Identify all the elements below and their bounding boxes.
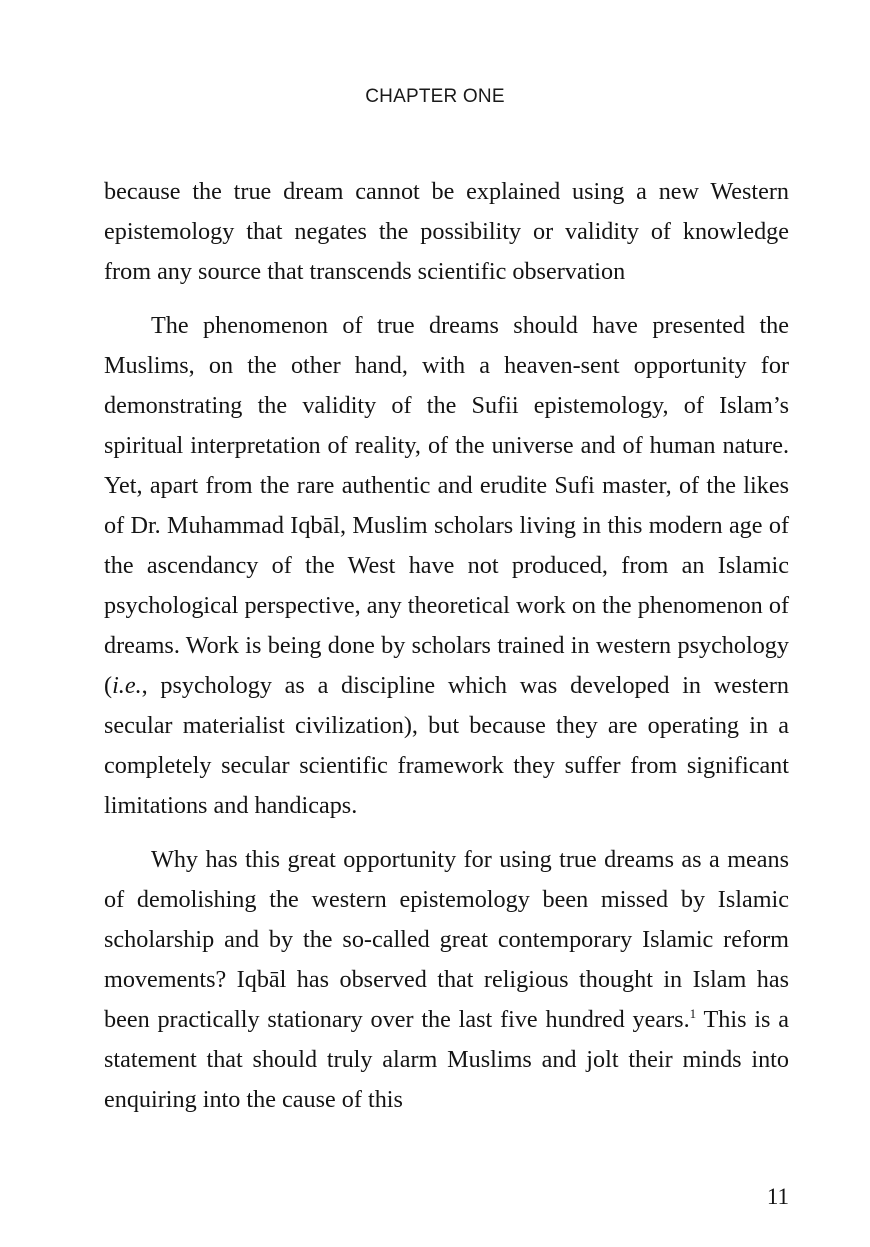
running-title: CHAPTER ONE (365, 86, 505, 107)
paragraph-1-text: because the true dream cannot be explained using a new Western epistemology that negates the possibility or validity of knowledge from any source that transcends scientific observation (104, 178, 789, 285)
page-number: 11 (766, 1184, 789, 1209)
footnote-reference[interactable]: 1 (689, 1006, 697, 1021)
paragraph-2 (104, 306, 789, 826)
paragraph-2-text-a: The phenomenon of true dreams should have presented the Muslims, on the other hand, with a heaven-sent opportunity for demonstrating the validity of the Sufii epistemology, of Islam’s spiritual interpretation of reality, of the universe and of human nature. Yet, apart from the rare authentic and erudite Sufi master, of the likes of Dr. Muhammad Iqbāl, Muslim scholars living in this modern age of the ascendancy of the West have not produced, from an Islamic psychological perspective, any theoretical work on the phenomenon of dreams. Work is being done by scholars trained in western psychology ( (104, 312, 789, 699)
body-text (104, 172, 789, 1134)
paragraph-2-text-b: , psychology as a discipline which was developed in western secular materialist civilization), but because they are operating in a completely secular scientific framework they suffer from significant limitations and handicaps. (104, 672, 789, 819)
paragraph-3-text-a: Why has this great opportunity for using true dreams as a means of demolishing the western epistemology been missed by Islamic scholarship and by the so-called great contemporary Islamic reform movements? Iqbāl has observed that religious thought in Islam has been practically stationary over the last five hundred years. (104, 846, 789, 1033)
paragraph-1 (104, 172, 789, 292)
paragraph-3-text-b: This is a statement that should truly alarm Muslims and jolt their minds into enquiring into the cause of this (104, 1006, 789, 1113)
paragraph-3 (104, 840, 789, 1120)
paragraph-2-italic-ie: i.e. (112, 672, 142, 699)
